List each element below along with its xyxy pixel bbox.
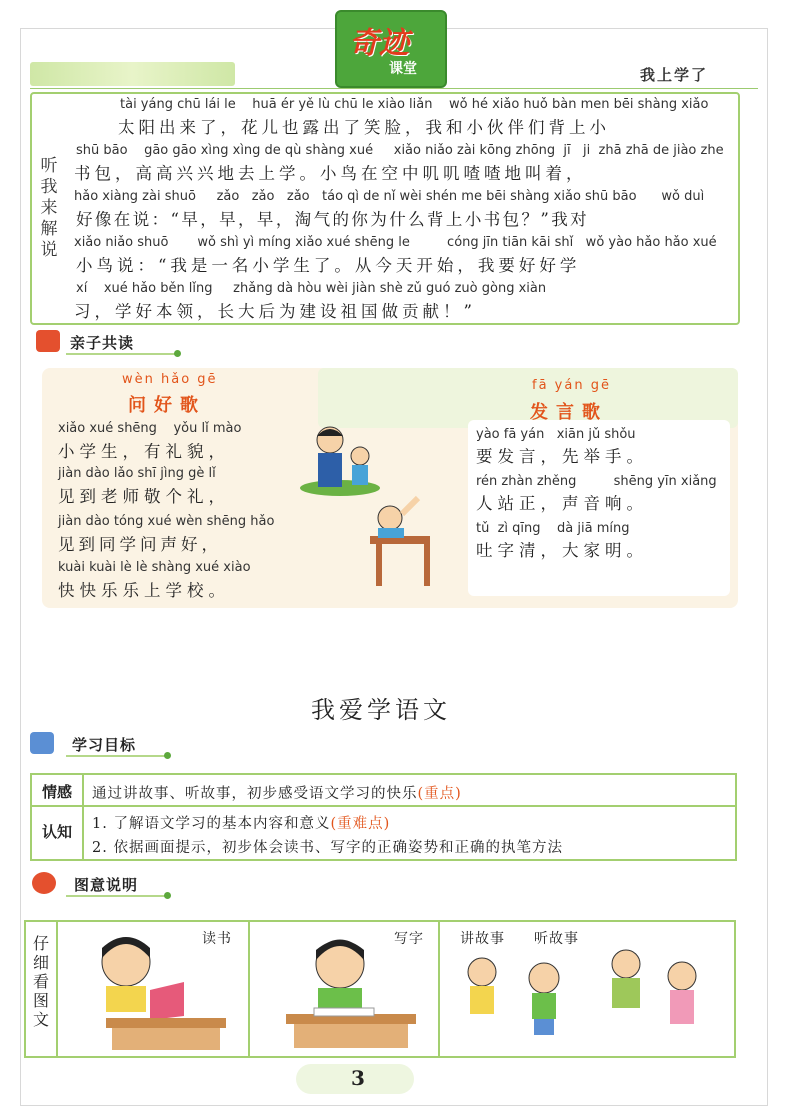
poem-line: 要发言，先举手。 — [476, 447, 648, 466]
poem-line: 快快乐乐上学校。 — [58, 581, 230, 600]
pinyin-line: tǔ zì qīng dà jiā míng — [476, 521, 630, 536]
book-icon — [36, 330, 60, 352]
pinyin-line: rén zhàn zhěng shēng yīn xiǎng — [476, 474, 717, 489]
table-divider — [56, 922, 58, 1056]
poem-line: 见到同学问声好， — [58, 535, 222, 554]
table-divider — [248, 922, 250, 1056]
objectives-table — [30, 773, 737, 861]
section-dot — [164, 892, 171, 899]
header-divider — [30, 88, 758, 89]
writing-child-illustration — [260, 928, 432, 1052]
picture-caption: 读书 — [202, 931, 232, 947]
text-line: 太阳出来了，花儿也露出了笑脸，我和小伙伴们背上小 — [118, 118, 610, 137]
pinyin-line: jiàn dào lǎo shī jìng gè lǐ — [58, 466, 216, 481]
objective-tag: (重难点) — [330, 816, 391, 832]
picture-caption: 写字 — [394, 931, 424, 947]
objective-tag: (重点) — [417, 786, 462, 802]
side-char: 图 — [32, 991, 49, 1010]
teacher-student-illustration — [290, 418, 430, 604]
pinyin-line: jiàn dào tóng xué wèn shēng hǎo — [58, 514, 275, 529]
objective-text — [92, 812, 390, 833]
apple-icon — [32, 872, 56, 894]
section-underline — [66, 895, 168, 897]
poem-title-pinyin: fā yán gē — [532, 378, 611, 393]
poem-title: 发言歌 — [530, 402, 608, 423]
section-title-reading: 亲子共读 — [70, 334, 135, 352]
storytelling-children-illustration — [446, 948, 726, 1056]
page-number: 3 — [351, 1066, 365, 1090]
side-char: 文 — [32, 1010, 49, 1029]
poem-line: 小学生，有礼貌， — [58, 442, 230, 461]
logo — [335, 10, 447, 88]
poem-title: 问好歌 — [128, 395, 206, 416]
picture-side-label — [30, 934, 52, 1029]
poem-title-pinyin: wèn hǎo gē — [122, 372, 218, 387]
logo-main-text: 奇迹 — [349, 26, 409, 61]
table-divider — [438, 922, 440, 1056]
text-line: 小鸟说：“我是一名小学生了。从今天开始，我要好好学 — [76, 256, 581, 275]
objective-text — [92, 782, 462, 803]
side-char: 细 — [32, 953, 49, 972]
lesson-title: 我爱学语文 — [311, 696, 451, 724]
objective-text: 2. 依据画面提示，初步体会读书、写字的正确姿势和正确的执笔方法 — [92, 840, 563, 856]
pinyin-line: xiǎo xué shēng yǒu lǐ mào — [58, 421, 242, 436]
side-char: 仔 — [32, 934, 49, 953]
objective-category: 情感 — [41, 783, 72, 801]
section-underline — [66, 353, 176, 355]
pinyin-line: kuài kuài lè lè shàng xué xiào — [58, 560, 251, 575]
logo-sub-text: 课堂 — [389, 61, 417, 77]
pinyin-line: yào fā yán xiān jǔ shǒu — [476, 427, 636, 442]
side-char: 解 — [40, 219, 58, 239]
pinyin-line: tài yáng chū lái le huā ér yě lù chū le xiào liǎn wǒ hé xiǎo huǒ bàn men bēi shàng xiǎo — [120, 97, 709, 112]
side-char: 听 — [40, 156, 58, 176]
section-dot — [164, 752, 171, 759]
pinyin-line: xí xué hǎo běn lǐng zhǎng dà hòu wèi jiàn shè zǔ guó zuò gòng xiàn — [76, 281, 547, 296]
poem-line: 人站正，声音响。 — [476, 494, 648, 513]
poem-line: 吐字清，大家明。 — [476, 541, 648, 560]
table-divider — [82, 775, 84, 859]
poem-line: 见到老师敬个礼， — [58, 487, 230, 506]
open-book-icon — [30, 732, 54, 754]
picture-table — [24, 920, 736, 1058]
header-banner — [30, 62, 235, 86]
text-line: 好像在说：“早，早，早，淘气的你为什么背上小书包？”我对 — [76, 210, 590, 229]
listen-explain-box — [30, 92, 740, 325]
section-underline — [66, 755, 168, 757]
objective-category: 认知 — [41, 823, 72, 841]
section-title-goals: 学习目标 — [72, 736, 137, 754]
section-dot — [174, 350, 181, 357]
pinyin-line: shū bāo gāo gāo xìng xìng de qù shàng xué xiǎo niǎo zài kōng zhōng jī ji zhā zhā de jiào zhe — [76, 143, 724, 158]
side-char: 看 — [32, 972, 49, 991]
text-line: 习，学好本领，长大后为建设祖国做贡献！” — [74, 302, 476, 321]
pinyin-line: hǎo xiàng zài shuō zǎo zǎo zǎo táo qì de nǐ wèi shén me bēi shàng xiǎo shū bāo wǒ duì — [74, 189, 705, 204]
objective-text-main: 通过讲故事、听故事，初步感受语文学习的快乐 — [92, 786, 418, 802]
section-title-picture: 图意说明 — [74, 876, 139, 894]
header-chapter-title: 我上学了 — [640, 66, 709, 84]
objective-text-main: 1. 了解语文学习的基本内容和意义 — [92, 816, 331, 832]
side-char: 我 — [40, 177, 58, 197]
picture-caption: 讲故事 — [460, 931, 505, 947]
pinyin-line: xiǎo niǎo shuō wǒ shì yì míng xiǎo xué shēng le cóng jīn tiān kāi shǐ wǒ yào hǎo hǎo xué — [74, 235, 717, 250]
side-char: 来 — [40, 198, 58, 218]
picture-caption: 听故事 — [534, 931, 579, 947]
reading-child-illustration — [66, 928, 241, 1052]
side-char: 说 — [40, 240, 58, 260]
text-line: 书包，高高兴兴地去上学。小鸟在空中叽叽喳喳地叫着， — [74, 164, 587, 183]
listen-side-label — [38, 156, 60, 261]
